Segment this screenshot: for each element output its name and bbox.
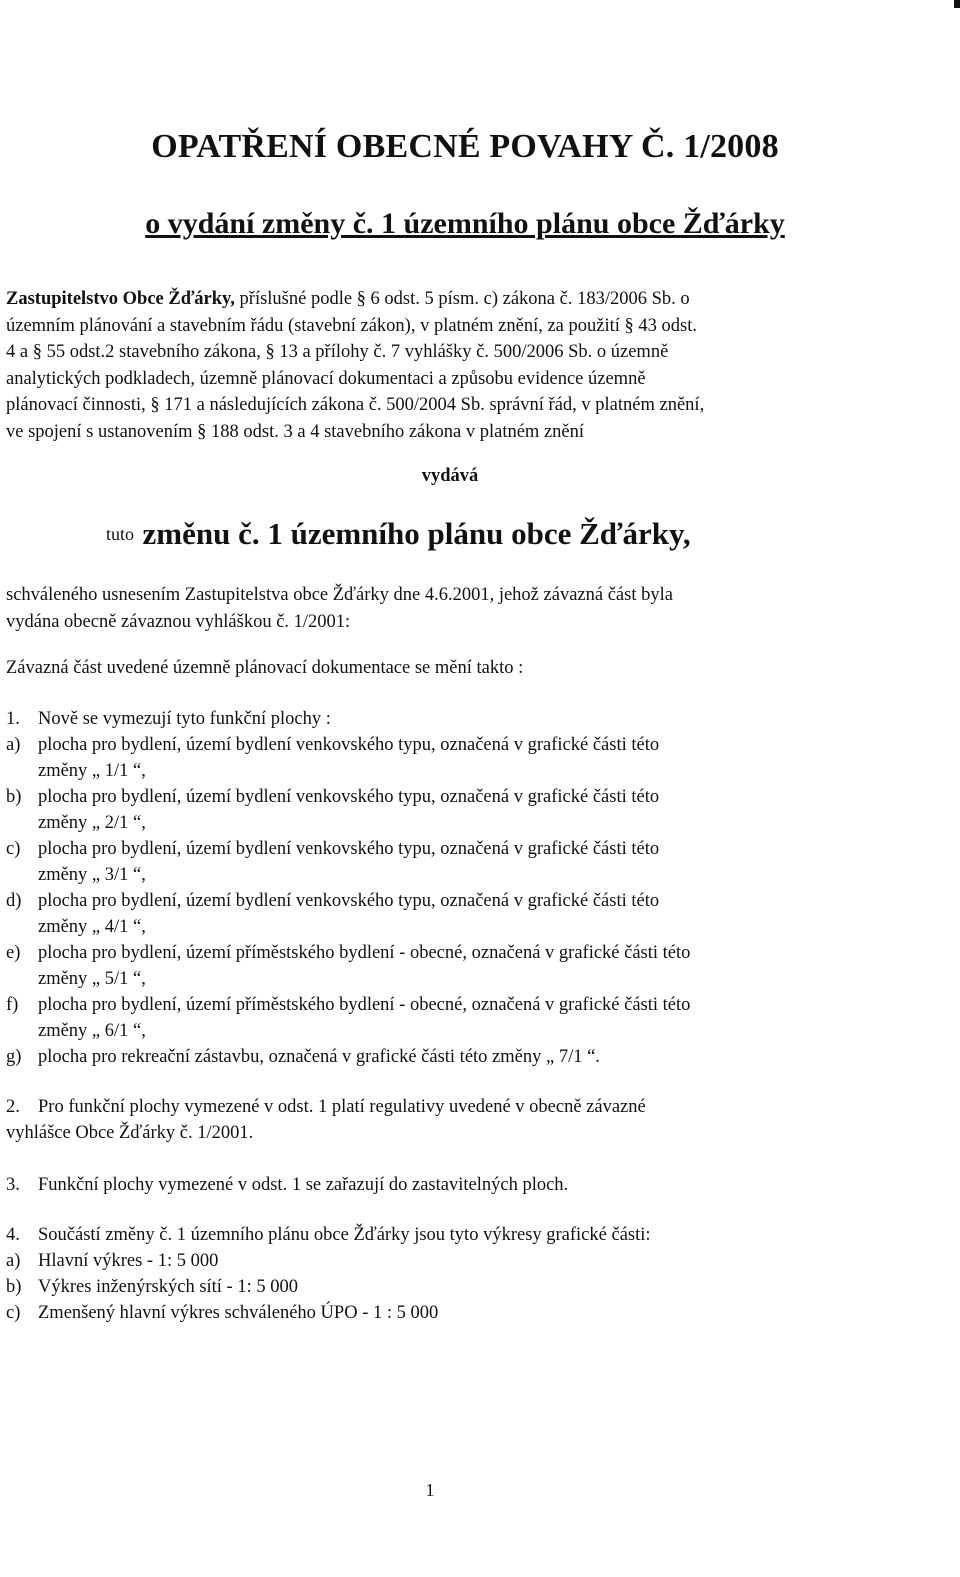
document-subtitle: o vydání změny č. 1 územního plánu obce Žďárky xyxy=(145,207,785,240)
intro-line-text: 4 a § 55 odst.2 stavebního zákona, § 13 a přílohy č. 7 vyhlášky č. 500/2006 Sb. o územně xyxy=(6,342,669,362)
item-text: Výkres inženýrských sítí - 1: 5 000 xyxy=(38,1277,298,1297)
item-text: Zmenšený hlavní výkres schváleného ÚPO - 1 : 5 000 xyxy=(38,1303,439,1323)
drawing-item xyxy=(6,1300,852,1326)
intro-line-text: plánovací činnosti, § 171 a následujících zákona č. 500/2004 Sb. správní řád, v platném znění, xyxy=(6,395,705,415)
binding-statement: Závazná část uvedené územně plánovací dokumentace se mění takto : xyxy=(6,658,524,678)
scan-mark xyxy=(954,0,960,8)
section-text: Nově se vymezují tyto funkční plochy : xyxy=(38,709,331,729)
section-number: 2. xyxy=(6,1097,20,1117)
list-item xyxy=(6,836,852,888)
change-heading-main: změnu č. 1 územního plánu obce Žďárky, xyxy=(142,516,691,551)
page-number: 1 xyxy=(425,1480,435,1500)
section-4 xyxy=(6,1222,852,1326)
intro-line-text: příslušné podle § 6 odst. 5 písm. c) zákona č. 183/2006 Sb. o xyxy=(239,289,690,309)
item-label: f) xyxy=(6,995,19,1015)
issues-word: vydává xyxy=(421,466,479,486)
intro-line-text: územním plánování a stavebním řádu (stavební zákon), v platném znění, za použití § 43 odst. xyxy=(6,315,697,336)
list-item xyxy=(6,992,852,1044)
approved-line: schváleného usnesením Zastupitelstva obce Žďárky dne 4.6.2001, jehož závazná část byla xyxy=(6,585,673,605)
list-item xyxy=(6,940,852,992)
change-heading xyxy=(106,516,691,552)
section-4-heading xyxy=(6,1222,852,1248)
drawing-item xyxy=(6,1248,852,1274)
section-text: Funkční plochy vymezené v odst. 1 se zařazují do zastavitelných ploch. xyxy=(38,1175,569,1195)
drawing-item xyxy=(6,1274,852,1300)
intro-line xyxy=(6,313,852,340)
item-text-continued: změny „ 2/1 “, xyxy=(38,813,146,833)
list-item xyxy=(6,732,852,784)
section-number: 4. xyxy=(6,1225,20,1245)
section-number: 1. xyxy=(6,709,20,729)
intro-paragraph xyxy=(6,286,852,445)
approved-paragraph xyxy=(6,582,826,635)
intro-line xyxy=(6,339,852,366)
section-2-line xyxy=(6,1094,852,1120)
intro-line-text: analytických podkladech, územně plánovací dokumentaci a způsobu evidence územně xyxy=(6,368,646,389)
item-text: plocha pro rekreační zástavbu, označená v grafické části této změny „ 7/1 “. xyxy=(38,1047,600,1067)
item-label: d) xyxy=(6,891,22,911)
item-text: plocha pro bydlení, území bydlení venkovského typu, označená v grafické části této xyxy=(38,787,660,807)
item-label: c) xyxy=(6,839,21,859)
section-number: 3. xyxy=(6,1175,20,1195)
item-label: a) xyxy=(6,1251,21,1271)
item-text: plocha pro bydlení, území bydlení venkovského typu, označená v grafické části této xyxy=(38,735,660,755)
section-text-continued: vyhlášce Obce Žďárky č. 1/2001. xyxy=(6,1123,254,1143)
item-label: b) xyxy=(6,787,22,807)
intro-line xyxy=(6,419,852,446)
item-text: plocha pro bydlení, území bydlení venkovského typu, označená v grafické části této xyxy=(38,839,660,859)
item-label: g) xyxy=(6,1047,22,1067)
item-text-continued: změny „ 1/1 “, xyxy=(38,761,146,781)
intro-lead: Zastupitelstvo Obce Žďárky, xyxy=(6,289,235,309)
section-text: Součástí změny č. 1 územního plánu obce Žďárky jsou tyto výkresy grafické části: xyxy=(38,1225,651,1245)
approved-line: vydána obecně závaznou vyhláškou č. 1/2001: xyxy=(6,611,351,632)
change-heading-prefix: tuto xyxy=(106,524,135,544)
item-text: Hlavní výkres - 1: 5 000 xyxy=(38,1251,219,1271)
intro-line xyxy=(6,392,852,419)
item-label: a) xyxy=(6,735,21,755)
list-item xyxy=(6,784,852,836)
section-text: Pro funkční plochy vymezené v odst. 1 platí regulativy uvedené v obecně závazné xyxy=(38,1097,646,1117)
item-text-continued: změny „ 4/1 “, xyxy=(38,917,146,937)
intro-line xyxy=(6,286,852,313)
item-text: plocha pro bydlení, území příměstského bydlení - obecné, označená v grafické části této xyxy=(38,995,691,1015)
intro-line-text: ve spojení s ustanovením § 188 odst. 3 a 4 stavebního zákona v platném znění xyxy=(6,421,585,442)
item-text: plocha pro bydlení, území příměstského bydlení - obecné, označená v grafické části této xyxy=(38,943,691,963)
item-label: e) xyxy=(6,943,21,963)
section-1-heading xyxy=(6,706,852,732)
list-item xyxy=(6,1044,852,1070)
item-label: b) xyxy=(6,1277,22,1297)
list-item xyxy=(6,888,852,940)
item-text-continued: změny „ 3/1 “, xyxy=(38,865,146,885)
section-3 xyxy=(6,1172,852,1198)
section-3-line xyxy=(6,1172,852,1198)
section-1 xyxy=(6,706,852,1070)
item-label: c) xyxy=(6,1303,21,1323)
intro-line xyxy=(6,366,852,393)
item-text-continued: změny „ 5/1 “, xyxy=(38,969,146,989)
item-text-continued: změny „ 6/1 “, xyxy=(38,1021,146,1041)
document-title: OPATŘENÍ OBECNÉ POVAHY Č. 1/2008 xyxy=(151,128,779,165)
section-2 xyxy=(6,1094,852,1146)
item-text: plocha pro bydlení, území bydlení venkovského typu, označená v grafické části této xyxy=(38,891,660,911)
